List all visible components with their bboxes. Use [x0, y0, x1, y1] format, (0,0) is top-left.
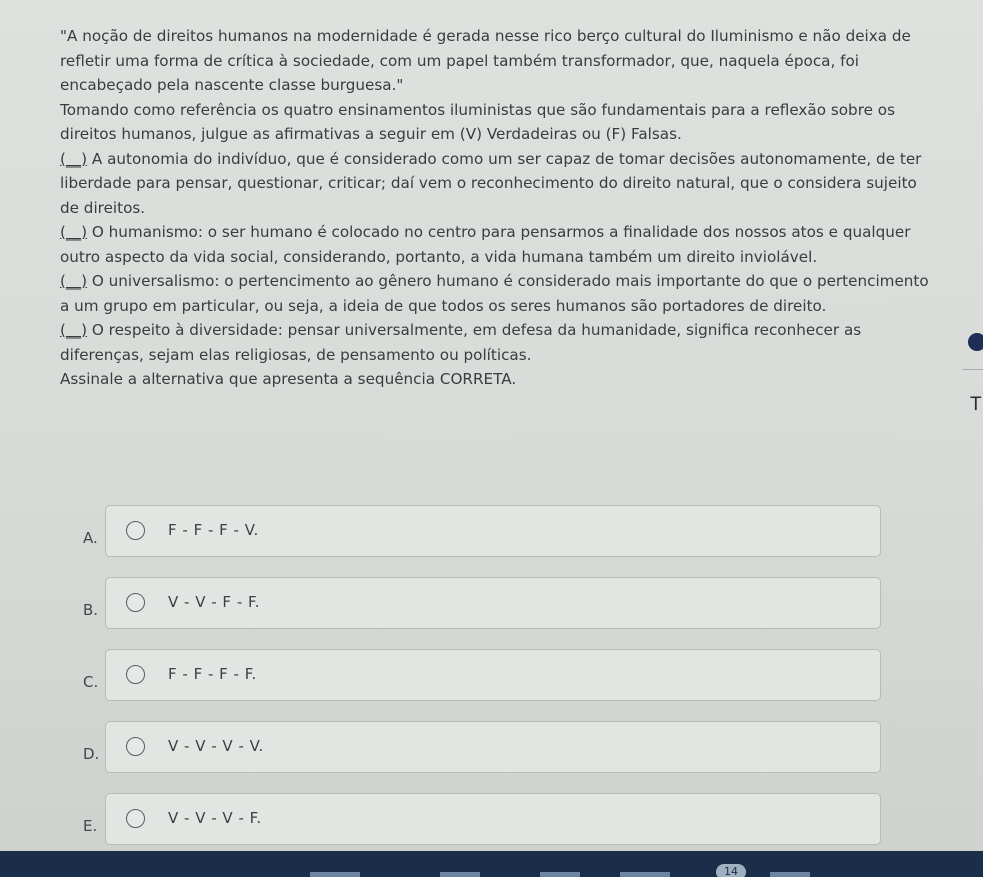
statement-text: A autonomia do indivíduo, que é considerado como um ser capaz de tomar decisões autonomamente, de ter liberdade para pensar, questionar, criticar; daí vem o reconhecimento do direito natural, que o considera sujeito de direitos.	[60, 149, 922, 217]
taskbar	[0, 851, 983, 877]
question-quote: "A noção de direitos humanos na modernidade é gerada nesse rico berço cultural do Iluminismo e não deixa de refletir uma forma de crítica à sociedade, com um papel também transformador, que, naquela época, foi encabeçado pela nascente classe burguesa."	[60, 27, 911, 94]
statement-blank: (__)	[60, 223, 88, 241]
option-c	[80, 649, 880, 703]
taskbar-item[interactable]	[620, 872, 670, 877]
option-letter: E.	[83, 817, 98, 835]
option-c-box[interactable]	[105, 649, 881, 701]
option-b	[80, 577, 880, 631]
statement-4	[60, 318, 940, 367]
taskbar-item[interactable]	[310, 872, 360, 877]
radio-button[interactable]	[126, 665, 145, 684]
option-e-box[interactable]	[105, 793, 881, 845]
statement-blank: (__)	[60, 149, 88, 168]
option-text: V - V - F - F.	[168, 593, 260, 611]
option-letter: A.	[83, 529, 98, 547]
option-text: V - V - V - F.	[168, 809, 262, 827]
radio-button[interactable]	[126, 737, 145, 756]
radio-button[interactable]	[126, 521, 145, 540]
question-instruction: Tomando como referência os quatro ensinamentos iluministas que são fundamentais para a reflexão sobre os direitos humanos, julgue as afirmativas a seguir em (V) Verdadeiras ou (F) Falsas.	[60, 100, 895, 143]
side-panel-dot[interactable]	[968, 333, 983, 351]
answer-options	[80, 505, 880, 865]
radio-button[interactable]	[126, 809, 145, 828]
option-text: F - F - F - V.	[168, 521, 259, 539]
radio-button[interactable]	[126, 593, 145, 612]
statement-1	[60, 147, 940, 221]
question-text	[60, 24, 940, 392]
statement-text: O universalismo: o pertencimento ao gênero humano é considerado mais importante do que o pertencimento a um grupo em particular, ou seja, a ideia de que todos os seres humanos são portadores de direito.	[60, 272, 929, 315]
statement-2	[60, 220, 940, 269]
side-panel-divider	[962, 369, 983, 370]
statement-3	[60, 269, 940, 318]
taskbar-badge[interactable]: 14	[716, 864, 746, 877]
option-text: V - V - V - V.	[168, 737, 264, 755]
option-text: F - F - F - F.	[168, 665, 257, 683]
option-letter: D.	[83, 745, 100, 763]
statement-blank: (__)	[60, 321, 88, 339]
question-prompt: Assinale a alternativa que apresenta a sequência CORRETA.	[60, 370, 517, 388]
statement-text: O respeito à diversidade: pensar universalmente, em defesa da humanidade, significa reconhecer as diferenças, sejam elas religiosas, de pensamento ou políticas.	[60, 321, 862, 364]
option-d	[80, 721, 880, 775]
statement-text: O humanismo: o ser humano é colocado no centro para pensarmos a finalidade dos nossos atos e qualquer outro aspecto da vida social, considerando, portanto, a vida humana também um direito inviolável.	[60, 223, 911, 266]
option-d-box[interactable]	[105, 721, 881, 773]
option-letter: B.	[83, 601, 99, 619]
option-e	[80, 793, 880, 847]
taskbar-item[interactable]	[440, 872, 480, 877]
option-a	[80, 505, 880, 559]
option-b-box[interactable]	[105, 577, 881, 629]
option-a-box[interactable]	[105, 505, 881, 557]
side-panel-text-icon[interactable]: T	[970, 394, 982, 415]
option-letter: C.	[83, 673, 99, 691]
statement-blank: (__)	[60, 272, 88, 290]
taskbar-item[interactable]	[770, 872, 810, 877]
taskbar-item[interactable]	[540, 872, 580, 877]
